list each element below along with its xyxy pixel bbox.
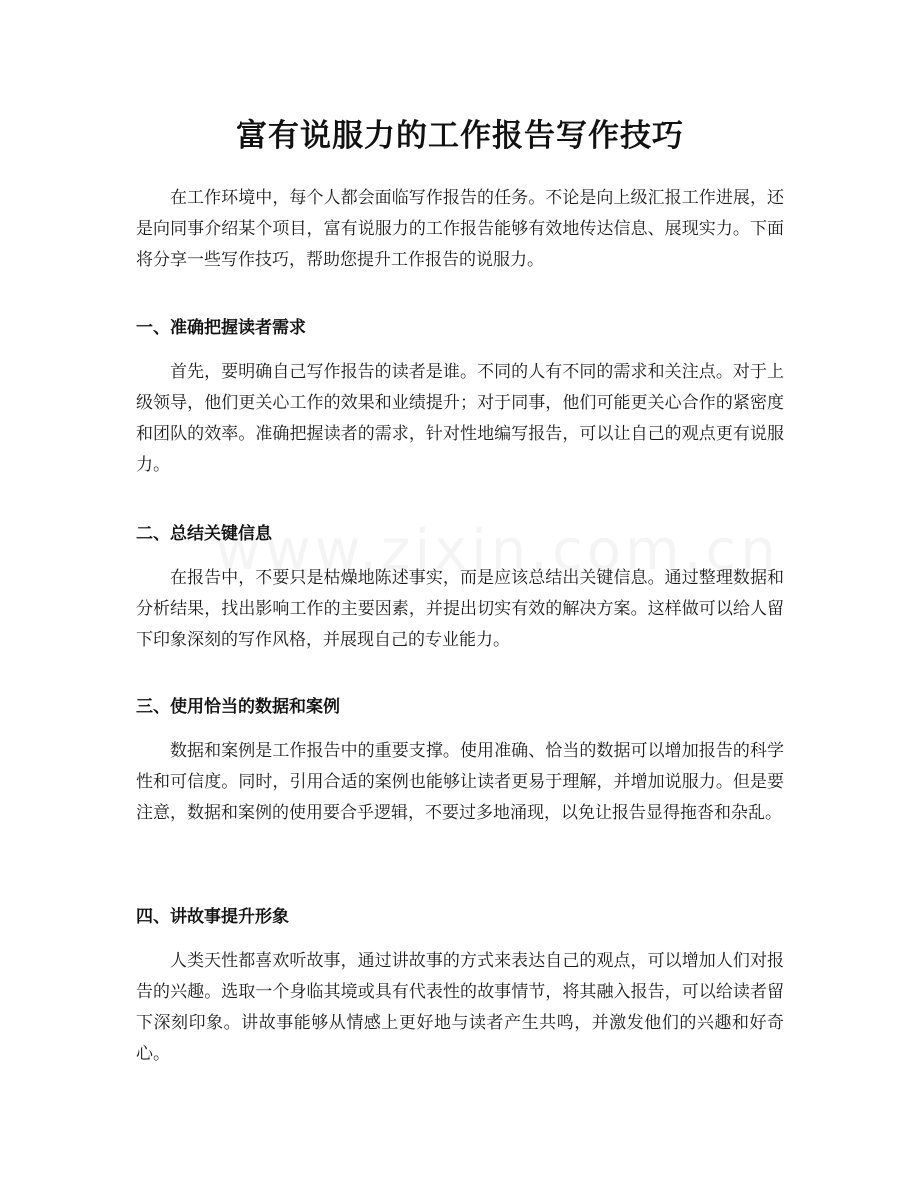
document-title: 富有说服力的工作报告写作技巧	[236, 118, 684, 154]
section-heading-1: 一、准确把握读者需求	[136, 318, 306, 338]
section-heading-3: 三、使用恰当的数据和案例	[136, 697, 340, 717]
section-body-3: 数据和案例是工作报告中的重要支撑。使用准确、恰当的数据可以增加报告的科学性和可信度。同时，引用合适的案例也能够让读者更易于理解，并增加说服力。但是要注意，数据和案例的使用要合乎逻辑，不要过多地涌现，以免让报告显得拖沓和杂乱。	[136, 741, 784, 823]
section-body-4: 人类天性都喜欢听故事，通过讲故事的方式来表达自己的观点，可以增加人们对报告的兴趣。选取一个身临其境或具有代表性的故事情节，将其融入报告，可以给读者留下深刻印象。讲故事能够从情感上更好地与读者产生共鸣，并激发他们的兴趣和好奇心。	[136, 951, 784, 1064]
section-body-2: 在报告中，不要只是枯燥地陈述事实，而是应该总结出关键信息。通过整理数据和分析结果，找出影响工作的主要因素，并提出切实有效的解决方案。这样做可以给人留下印象深刻的写作风格，并展现自己的专业能力。	[136, 568, 784, 650]
intro-paragraph: 在工作环境中，每个人都会面临写作报告的任务。不论是向上级汇报工作进展，还是向同事介绍某个项目，富有说服力的工作报告能够有效地传达信息、展现实力。下面将分享一些写作技巧，帮助您提升工作报告的说服力。	[136, 188, 784, 270]
section-body-1: 首先，要明确自己写作报告的读者是谁。不同的人有不同的需求和关注点。对于上级领导，他们更关心工作的效果和业绩提升；对于同事，他们可能更关心合作的紧密度和团队的效率。准确把握读者的需求，针对性地编写报告，可以让自己的观点更有说服力。	[136, 362, 784, 475]
section-heading-2: 二、总结关键信息	[136, 524, 272, 544]
section-heading-4: 四、讲故事提升形象	[136, 907, 289, 927]
